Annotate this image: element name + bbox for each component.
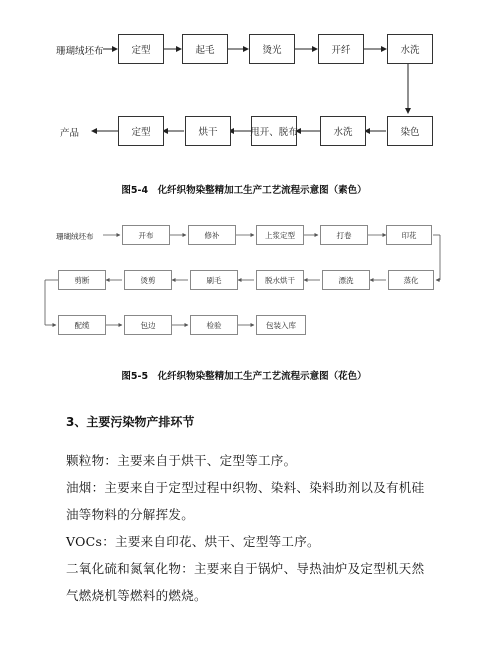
flow-step: 起毛 <box>182 34 228 64</box>
figure-caption: 图5-4 化纤织物染整精加工生产工艺流程示意图（素色） <box>121 185 367 196</box>
flow-step: 蒸化 <box>388 270 434 290</box>
flow-step: 脱水烘干 <box>256 270 304 290</box>
flow-start-label: 珊瑚绒坯布 <box>56 46 104 57</box>
flow-step: 定型 <box>118 34 164 64</box>
flow-start-label: 珊瑚绒坯布 <box>56 232 94 241</box>
flow-step: 修补 <box>188 225 236 245</box>
flow-step: 印花 <box>386 225 432 245</box>
flow-step: 烘干 <box>185 116 231 146</box>
paragraph-oil-fume: 油烟：主要来自于定型过程中织物、染料、染料助剂以及有机硅油等物料的分解挥发。 <box>66 480 425 522</box>
section-body <box>66 447 436 609</box>
flow-end-label: 产品 <box>60 128 80 139</box>
flow-step: 刷毛 <box>190 270 238 290</box>
paragraph-particulates: 颗粒物：主要来自于烘干、定型等工序。 <box>66 453 297 468</box>
flow-step: 检验 <box>190 315 238 335</box>
flow-step: 开布 <box>122 225 170 245</box>
paragraph-vocs: VOCs：主要来自印花、烘干、定型等工序。 <box>66 534 320 549</box>
flow-step: 水洗 <box>387 34 433 64</box>
paragraph-so2-nox: 二氧化硫和氮氧化物：主要来自于锅炉、导热油炉及定型机天然气燃烧机等燃料的燃烧。 <box>66 561 425 603</box>
flow-step: 包边 <box>124 315 172 335</box>
flow-step: 烫剪 <box>124 270 172 290</box>
figure-caption: 图5-5 化纤织物染整精加工生产工艺流程示意图（花色） <box>121 371 367 382</box>
section-heading: 3、主要污染物产排环节 <box>66 415 195 429</box>
flow-step: 包装入库 <box>256 315 306 335</box>
flow-step: 染色 <box>387 116 433 146</box>
flow-step: 定型 <box>118 116 164 146</box>
flow-step: 配缆 <box>58 315 106 335</box>
flow-step: 烫光 <box>249 34 295 64</box>
flow-step: 打卷 <box>320 225 368 245</box>
flow-step: 剪断 <box>58 270 106 290</box>
flow-step: 水洗 <box>320 116 366 146</box>
flow-step: 上浆定型 <box>256 225 304 245</box>
flow-step: 开纤 <box>318 34 364 64</box>
flow-step: 甩开、脱布 <box>251 116 297 146</box>
flow-step: 漂洗 <box>322 270 370 290</box>
